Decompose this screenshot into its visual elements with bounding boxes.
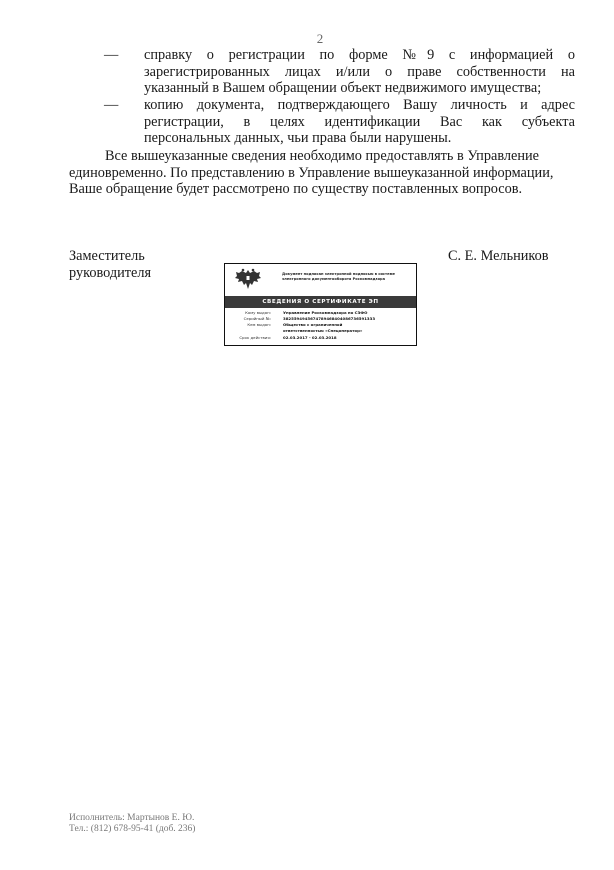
- stamp-row-label: Кому выдан:: [245, 310, 271, 315]
- signatory-name: С. Е. Мельников: [448, 248, 549, 264]
- text-line: Ваше обращение будет рассмотрено по существу поставленных вопросов.: [69, 181, 523, 197]
- signatory-title: [69, 248, 151, 282]
- text-line: указанный в Вашем обращении объект недвижимого имущества;: [144, 80, 542, 96]
- stamp-row-value: 02.03.2017 - 02.03.2018: [283, 335, 337, 340]
- text-line: персональных данных, чьи права были нарушены.: [144, 130, 452, 146]
- e-signature-stamp: [224, 263, 417, 346]
- stamp-issuer: [282, 272, 412, 282]
- text-line: единовременно. По представлению в Управление вышеуказанной информации,: [69, 164, 554, 181]
- stamp-row-value: ответственностью «Спецоператор»: [283, 328, 363, 333]
- stamp-row-value: 3825594945674789468404086736591333: [283, 316, 376, 321]
- text-line: Все вышеуказанные сведения необходимо предоставлять в Управление: [105, 148, 540, 164]
- stamp-row-label: Серийный №:: [243, 316, 271, 321]
- executor-line: Исполнитель: Мартынов Е. Ю.: [69, 813, 195, 823]
- text-line: Заместитель: [69, 248, 145, 264]
- body-paragraph: [69, 148, 573, 198]
- text-line: Документ подписан электронной подписью в системе: [282, 272, 395, 276]
- page-number: 2: [316, 31, 324, 46]
- text-line: зарегистрированных лицах и/или о праве собственности на: [144, 63, 575, 80]
- list-dash: —: [104, 97, 119, 113]
- text-line: регистрации, в целях идентификации Вас как субъекта: [144, 113, 575, 130]
- list-dash: —: [104, 47, 119, 63]
- stamp-heading: СВЕДЕНИЯ О СЕРТИФИКАТЕ ЭП: [225, 296, 416, 308]
- phone-line: Тел.: (812) 678-95-41 (доб. 236): [69, 824, 196, 834]
- text-line: электронного документооборота Роскомнадзора: [282, 277, 386, 281]
- list-item-text: [144, 97, 575, 147]
- stamp-row-value: Общество с ограниченной: [283, 322, 343, 327]
- text-line: справку о регистрации по форме №9 с информацией о: [144, 47, 575, 63]
- text-line: руководителя: [69, 265, 152, 281]
- list-item-text: [144, 47, 575, 97]
- stamp-row-label: Кем выдан:: [247, 322, 271, 327]
- double-headed-eagle-icon: [233, 267, 263, 293]
- stamp-row-value: Управление Роскомнадзора по СЗФО: [283, 310, 368, 315]
- stamp-row-label: Срок действия:: [239, 335, 271, 340]
- text-line: копию документа, подтверждающего Вашу личность и адрес: [144, 97, 575, 113]
